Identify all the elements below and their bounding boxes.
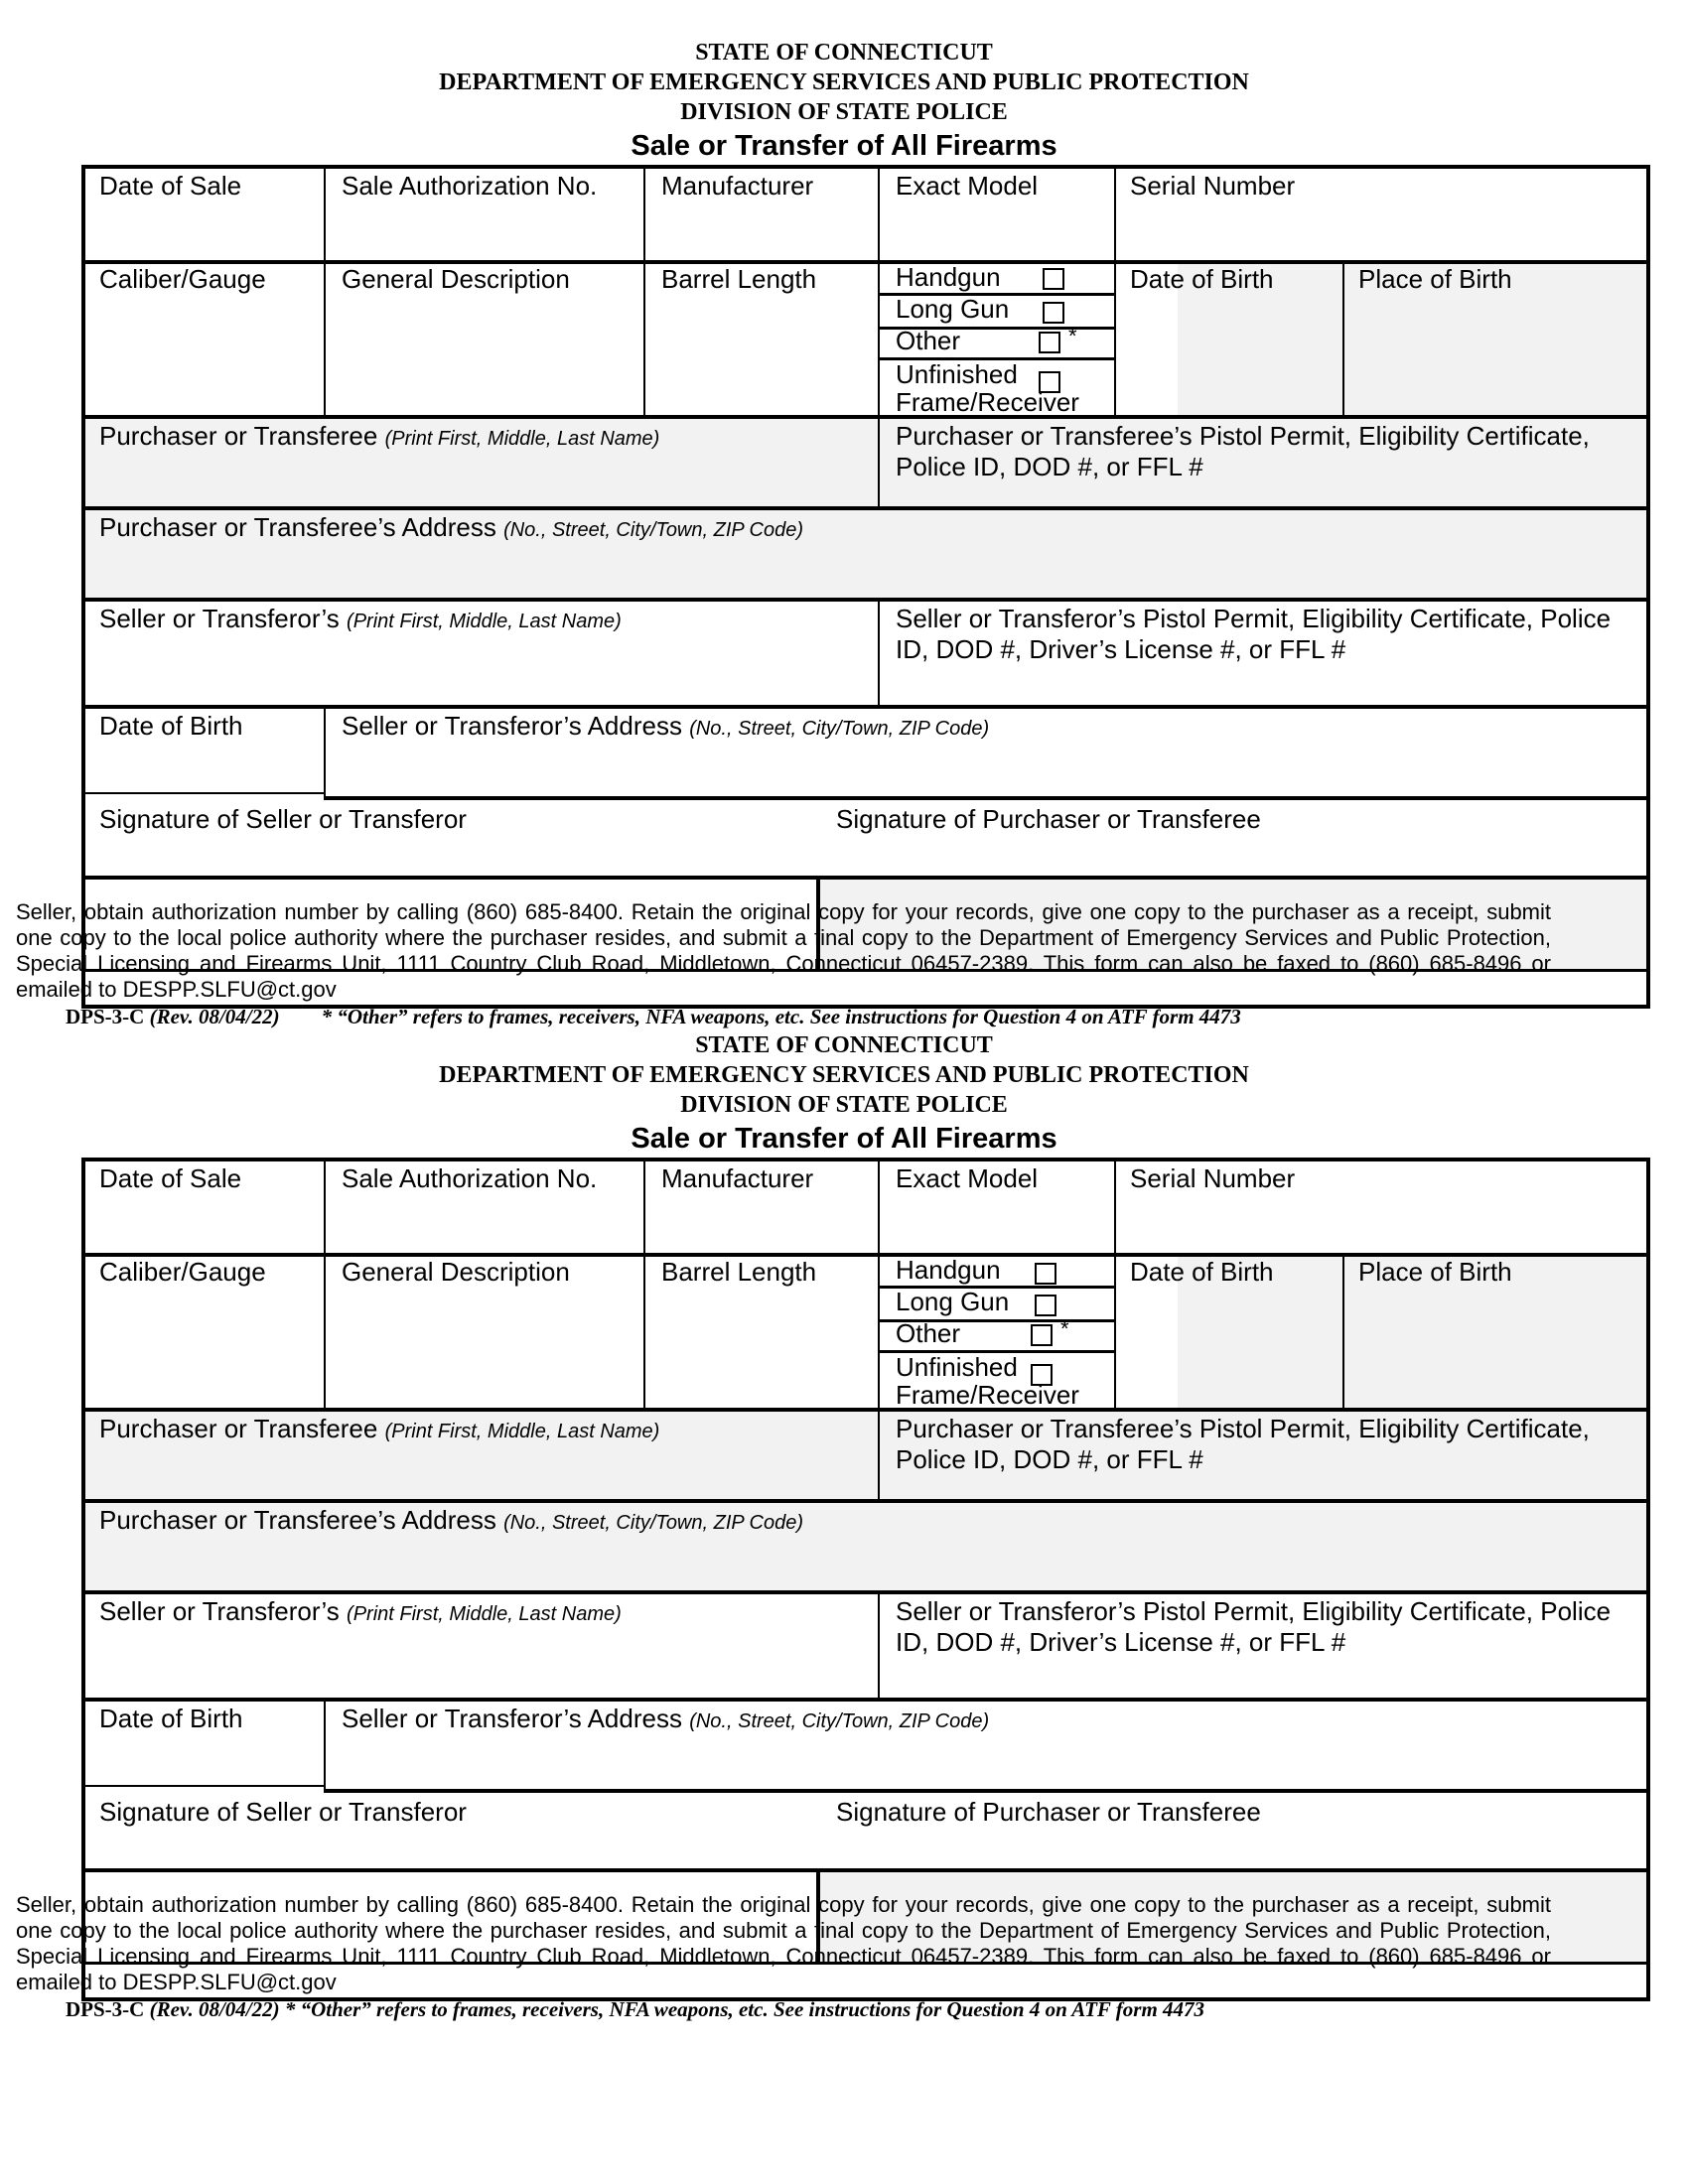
- row-divider-thin: [85, 1785, 324, 1787]
- row-divider: [85, 1590, 1646, 1594]
- row-divider: [324, 796, 1646, 800]
- place-of-birth-label: Place of Birth: [1358, 264, 1512, 294]
- col-divider: [878, 1594, 880, 1698]
- seller-name-label: Seller or Transferor’s (Print First, Middle, Last Name): [99, 1596, 622, 1626]
- form-title: Sale or Transfer of All Firearms: [631, 130, 1057, 162]
- seller-address-label: Seller or Transferor’s Address (No., Street, City/Town, ZIP Code): [342, 1704, 990, 1733]
- form-title: Sale or Transfer of All Firearms: [631, 1123, 1057, 1155]
- col-divider: [324, 1161, 326, 1408]
- other-asterisk: *: [1060, 1316, 1069, 1341]
- manufacturer-label: Manufacturer: [661, 1163, 814, 1193]
- col-divider: [324, 169, 326, 415]
- col-divider: [324, 709, 326, 796]
- row-divider: [85, 506, 1646, 510]
- exact-model-label: Exact Model: [896, 1163, 1039, 1193]
- serial-number-label: Serial Number: [1130, 1163, 1296, 1193]
- general-description-label: General Description: [342, 264, 570, 294]
- caliber-gauge-label: Caliber/Gauge: [99, 1257, 266, 1287]
- seller-signature-label: Signature of Seller or Transferor: [99, 804, 467, 834]
- purchaser-permit-label: Purchaser or Transferee’s Pistol Permit, Eligibility Certificate, Police ID, DOD #, or FFL #: [896, 1414, 1590, 1474]
- division-heading: DIVISION OF STATE POLICE: [680, 1092, 1008, 1118]
- state-heading: STATE OF CONNECTICUT: [695, 1032, 993, 1058]
- seller-signature-label: Signature of Seller or Transferor: [99, 1797, 467, 1827]
- exact-model-label: Exact Model: [896, 171, 1039, 201]
- col-divider: [1114, 169, 1116, 415]
- other-label: Other: [896, 326, 961, 355]
- general-description-label: General Description: [342, 1257, 570, 1287]
- seller-dob-label: Date of Birth: [99, 711, 243, 741]
- purchaser-address-label: Purchaser or Transferee’s Address (No., Street, City/Town, ZIP Code): [99, 1505, 804, 1535]
- form-footer: DPS-3-C (Rev. 08/04/22) * “Other” refers to frames, receivers, NFA weapons, etc. See instructions for Question 4 on ATF form 4473: [66, 1997, 1205, 2021]
- sale-authorization-label: Sale Authorization No.: [342, 1163, 598, 1193]
- manufacturer-label: Manufacturer: [661, 171, 814, 201]
- date-of-birth-label: Date of Birth: [1130, 264, 1274, 294]
- col-divider: [878, 419, 880, 508]
- purchaser-signature-label: Signature of Purchaser or Transferee: [836, 1797, 1261, 1827]
- other-label: Other: [896, 1318, 961, 1348]
- other-checkbox[interactable]: [1031, 1324, 1053, 1346]
- purchaser-name-label: Purchaser or Transferee (Print First, Middle, Last Name): [99, 421, 660, 451]
- row-divider: [324, 1789, 1646, 1793]
- seller-permit-label: Seller or Transferor’s Pistol Permit, Eligibility Certificate, Police ID, DOD #, Driver’s License #, or FFL #: [896, 604, 1612, 664]
- barrel-length-label: Barrel Length: [661, 264, 817, 294]
- long-gun-label: Long Gun: [896, 1287, 1010, 1316]
- other-checkbox[interactable]: [1039, 332, 1060, 353]
- date-of-sale-label: Date of Sale: [99, 171, 242, 201]
- col-divider: [878, 1412, 880, 1501]
- col-divider: [878, 169, 880, 415]
- instructions-text: Seller, obtain authorization number by calling (860) 685-8400. Retain the original copy for your records, give one copy to the purchaser as a receipt, submit one copy to the local police authority where the purchaser resides, and submit a final copy to the Department of Emergency Services and Public Protection, Special Licensing and Firearms Unit, 1111 Country Club Road, Middletown, Connecticut 06457-2389. This form can also be faxed to (860) 685-8496 or emailed to DESPP.SLFU@ct.gov: [16, 1892, 1551, 1994]
- handgun-label: Handgun: [896, 262, 1001, 292]
- row-divider: [85, 705, 1646, 709]
- row-divider-thin: [85, 792, 324, 794]
- firearm-transfer-form: [81, 1158, 1650, 2001]
- col-divider: [643, 1161, 645, 1408]
- purchaser-signature-label: Signature of Purchaser or Transferee: [836, 804, 1261, 834]
- division-heading: DIVISION OF STATE POLICE: [680, 99, 1008, 125]
- firearm-transfer-form: [81, 165, 1650, 1009]
- purchaser-permit-label: Purchaser or Transferee’s Pistol Permit, Eligibility Certificate, Police ID, DOD #, or FFL #: [896, 421, 1590, 481]
- col-divider: [324, 1702, 326, 1789]
- instructions-text: Seller, obtain authorization number by calling (860) 685-8400. Retain the original copy for your records, give one copy to the purchaser as a receipt, submit one copy to the local police authority where the purchaser resides, and submit a final copy to the Department of Emergency Services and Public Protection, Special Licensing and Firearms Unit, 1111 Country Club Road, Middletown, Connecticut 06457-2389. This form can also be faxed to (860) 685-8496 or emailed to DESPP.SLFU@ct.gov: [16, 899, 1551, 1002]
- purchaser-name-label: Purchaser or Transferee (Print First, Middle, Last Name): [99, 1414, 660, 1443]
- long-gun-label: Long Gun: [896, 294, 1010, 324]
- department-heading: DEPARTMENT OF EMERGENCY SERVICES AND PUBLIC PROTECTION: [439, 69, 1249, 95]
- place-of-birth-label: Place of Birth: [1358, 1257, 1512, 1287]
- row-divider: [85, 1408, 1646, 1412]
- date-of-sale-label: Date of Sale: [99, 1163, 242, 1193]
- col-divider: [1342, 1257, 1344, 1408]
- handgun-checkbox[interactable]: [1043, 268, 1064, 290]
- seller-address-label: Seller or Transferor’s Address (No., Street, City/Town, ZIP Code): [342, 711, 990, 741]
- row-divider: [85, 1868, 1646, 1872]
- long-gun-checkbox[interactable]: [1035, 1295, 1056, 1316]
- handgun-label: Handgun: [896, 1255, 1001, 1285]
- row-divider: [85, 876, 1646, 880]
- barrel-length-label: Barrel Length: [661, 1257, 817, 1287]
- unfinished-label: Unfinished: [896, 359, 1018, 389]
- frame-receiver-label: Frame/Receiver: [896, 387, 1079, 417]
- handgun-checkbox[interactable]: [1035, 1263, 1056, 1285]
- col-divider: [643, 169, 645, 415]
- date-of-birth-label: Date of Birth: [1130, 1257, 1274, 1287]
- col-divider: [1342, 264, 1344, 415]
- frame-receiver-label: Frame/Receiver: [896, 1380, 1079, 1410]
- caliber-gauge-label: Caliber/Gauge: [99, 264, 266, 294]
- form-footer: DPS-3-C (Rev. 08/04/22) * “Other” refers to frames, receivers, NFA weapons, etc. See instructions for Question 4 on ATF form 4473: [66, 1005, 1241, 1028]
- row-divider: [85, 598, 1646, 602]
- unfinished-label: Unfinished: [896, 1352, 1018, 1382]
- serial-number-label: Serial Number: [1130, 171, 1296, 201]
- seller-name-label: Seller or Transferor’s (Print First, Middle, Last Name): [99, 604, 622, 633]
- col-divider: [1114, 1161, 1116, 1408]
- col-divider: [878, 1161, 880, 1408]
- department-heading: DEPARTMENT OF EMERGENCY SERVICES AND PUBLIC PROTECTION: [439, 1062, 1249, 1088]
- row-divider: [85, 1499, 1646, 1503]
- sale-authorization-label: Sale Authorization No.: [342, 171, 598, 201]
- state-heading: STATE OF CONNECTICUT: [695, 40, 993, 66]
- col-divider: [878, 602, 880, 705]
- long-gun-checkbox[interactable]: [1043, 302, 1064, 324]
- row-divider: [85, 1698, 1646, 1702]
- seller-permit-label: Seller or Transferor’s Pistol Permit, Eligibility Certificate, Police ID, DOD #, Driver’s License #, or FFL #: [896, 1596, 1612, 1657]
- row-divider: [85, 415, 1646, 419]
- other-asterisk: *: [1068, 324, 1077, 348]
- purchaser-address-label: Purchaser or Transferee’s Address (No., Street, City/Town, ZIP Code): [99, 512, 804, 542]
- seller-dob-label: Date of Birth: [99, 1704, 243, 1733]
